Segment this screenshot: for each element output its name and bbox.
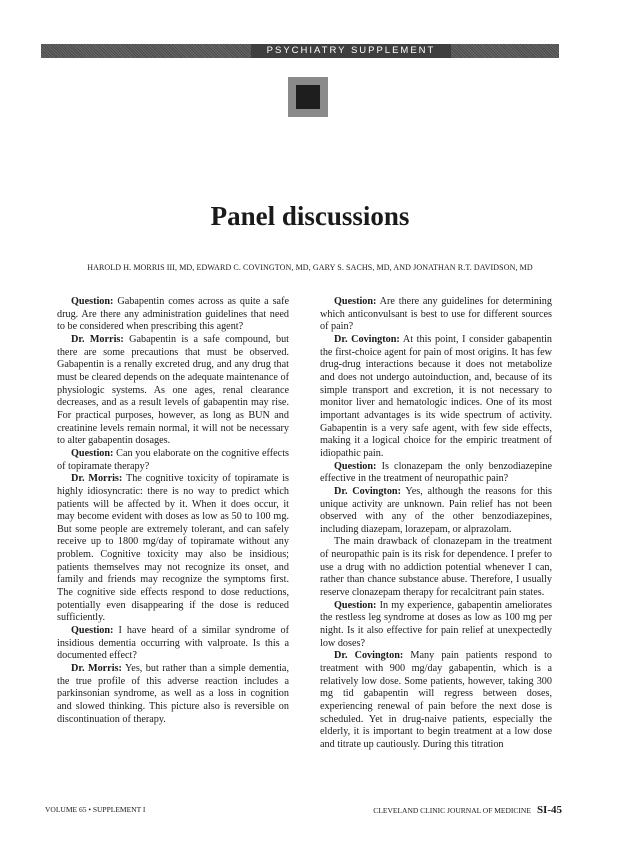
page-number: SI-45 bbox=[536, 804, 562, 816]
paragraph-text: In my experience, gabapentin ameliorates the restless leg syndrome at doses as low as 100 mg per night. Is it also effective for pain relief at unexpectedly low doses? bbox=[320, 599, 552, 649]
paragraph bbox=[320, 600, 552, 651]
speaker-label: Question: bbox=[71, 296, 114, 307]
paragraph bbox=[320, 536, 552, 599]
paragraph-text: Is clonazepam the only benzodiazepine effective in the treatment of neuropathic pain? bbox=[320, 460, 552, 485]
left-column bbox=[57, 296, 289, 726]
footer-volume: VOLUME 65 • SUPPLEMENT I bbox=[45, 805, 146, 814]
logo-inner-square bbox=[296, 85, 320, 109]
paragraph-text: At this point, I consider gabapentin the first-choice agent for pain of most origins. It has few drug-drug interactions because it does not metabolize and does not undergo autoinduction, and, because of its simple transport and excretion, it is not necessary to monitor liver and hematologic indices. One of its most important advantages is its wide spectrum of activity. Gabapentin is a very safe agent, with few side effects, making it a logical choice for the empiric treatment of idiopathic pain. bbox=[320, 333, 552, 459]
paragraph bbox=[57, 296, 289, 334]
journal-logo-icon bbox=[288, 77, 328, 117]
paragraph-text: The main drawback of clonazepam in the treatment of neuropathic pain is its risk for dependence. I prefer to use a drug with no addiction potential whenever I can, rather than chance substance abuse. Therefore, I usually reserve clonazepam therapy for recalcitrant pain states. bbox=[320, 536, 552, 599]
paragraph-text: I have heard of a similar syndrome of insidious dementia occurring with valproate. Is this a documented effect? bbox=[57, 625, 289, 662]
footer-journal bbox=[373, 804, 562, 817]
paragraph bbox=[320, 296, 552, 334]
speaker-label: Dr. Morris: bbox=[71, 473, 123, 485]
paragraph bbox=[320, 486, 552, 537]
paragraph bbox=[320, 461, 552, 486]
speaker-label: Dr. Morris: bbox=[71, 663, 122, 675]
paragraph-text: Yes, but rather than a simple dementia, the true profile of this adverse reaction includes a parkinsonian syndrome, as well as a loss in cognition and slowed thinking. This picture also is reversible on discontinuation of therapy. bbox=[57, 663, 289, 725]
right-column bbox=[320, 296, 552, 752]
paragraph bbox=[57, 625, 289, 663]
speaker-label: Question: bbox=[334, 599, 377, 611]
paragraph bbox=[57, 663, 289, 726]
paragraph-text: Can you elaborate on the cognitive effects of topiramate therapy? bbox=[57, 447, 289, 472]
paragraph bbox=[57, 334, 289, 448]
speaker-label: Question: bbox=[71, 625, 114, 637]
speaker-label: Question: bbox=[334, 460, 377, 472]
paragraph bbox=[320, 650, 552, 751]
paragraph-text: Gabapentin is a safe compound, but there are some precautions that must be observed. Gabapentin is a renally excreted drug, and any drug that must be cleared depends on the adequate maintenance of physiologic systems. As one ages, renal clearance decreases, and as a result levels of gabapentin may rise. For practical purposes, however, as long as BUN and creatinine levels remain normal, it will not be necessary to alter gabapentin dosages. bbox=[57, 333, 289, 447]
author-list: HAROLD H. MORRIS III, MD, EDWARD C. COVINGTON, MD, GARY S. SACHS, MD, AND JONATHAN R.T. DAVIDSON, MD bbox=[87, 263, 533, 272]
speaker-label: Dr. Covington: bbox=[334, 650, 404, 662]
speaker-label: Dr. Covington: bbox=[334, 485, 401, 497]
paragraph-text: The cognitive toxicity of topiramate is highly idiosyncratic: there is no way to predict which patients will be affected by it. When it does occur, it may become evident with doses as low as 50 to 100 mg. But some people are extremely tolerant, and can safely receive up to 1800 mg/day of topiramate without any problem. Cognitive toxicity may also be insidious; patients themselves may not recognize its onset, and family and friends may recognize the symptoms first. The cognitive side effects respond to dose reductions, potentially even disappearing if the dose is reduced sufficiently. bbox=[57, 473, 289, 624]
paragraph bbox=[320, 334, 552, 461]
paragraph-text: Many pain patients respond to treatment with 900 mg/day gabapentin, which is a relatively low dose. Some patients, however, taking 300 mg tid gabapentin will regress between doses, experiencing renewal of pain before the next dose is scheduled. Yet in drug-naive patients, especially the elderly, it is important to begin treatment at a low dose and titrate up cautiously. During this titration bbox=[320, 650, 552, 750]
speaker-label: Dr. Covington: bbox=[334, 333, 400, 345]
journal-name: CLEVELAND CLINIC JOURNAL OF MEDICINE bbox=[373, 806, 531, 815]
speaker-label: Question: bbox=[334, 296, 377, 307]
article-title: Panel discussions bbox=[210, 201, 410, 231]
paragraph bbox=[57, 448, 289, 473]
paragraph-text: Are there any guidelines for determining which anticonvulsant is best to use for different sources of pain? bbox=[320, 296, 552, 333]
paragraph-text: Yes, although the reasons for this unique activity are unknown. Pain relief has not been observed with any of the other benzodiazepines, including diazepam, lorazepam, or alprazolam. bbox=[320, 485, 552, 535]
paragraph bbox=[57, 473, 289, 625]
speaker-label: Dr. Morris: bbox=[71, 333, 124, 345]
paragraph-text: Gabapentin comes across as quite a safe drug. Are there any administration guidelines that need to be considered when prescribing this agent? bbox=[57, 296, 289, 333]
speaker-label: Question: bbox=[71, 447, 114, 459]
section-banner bbox=[41, 44, 559, 58]
section-label: PSYCHIATRY SUPPLEMENT bbox=[251, 44, 451, 58]
